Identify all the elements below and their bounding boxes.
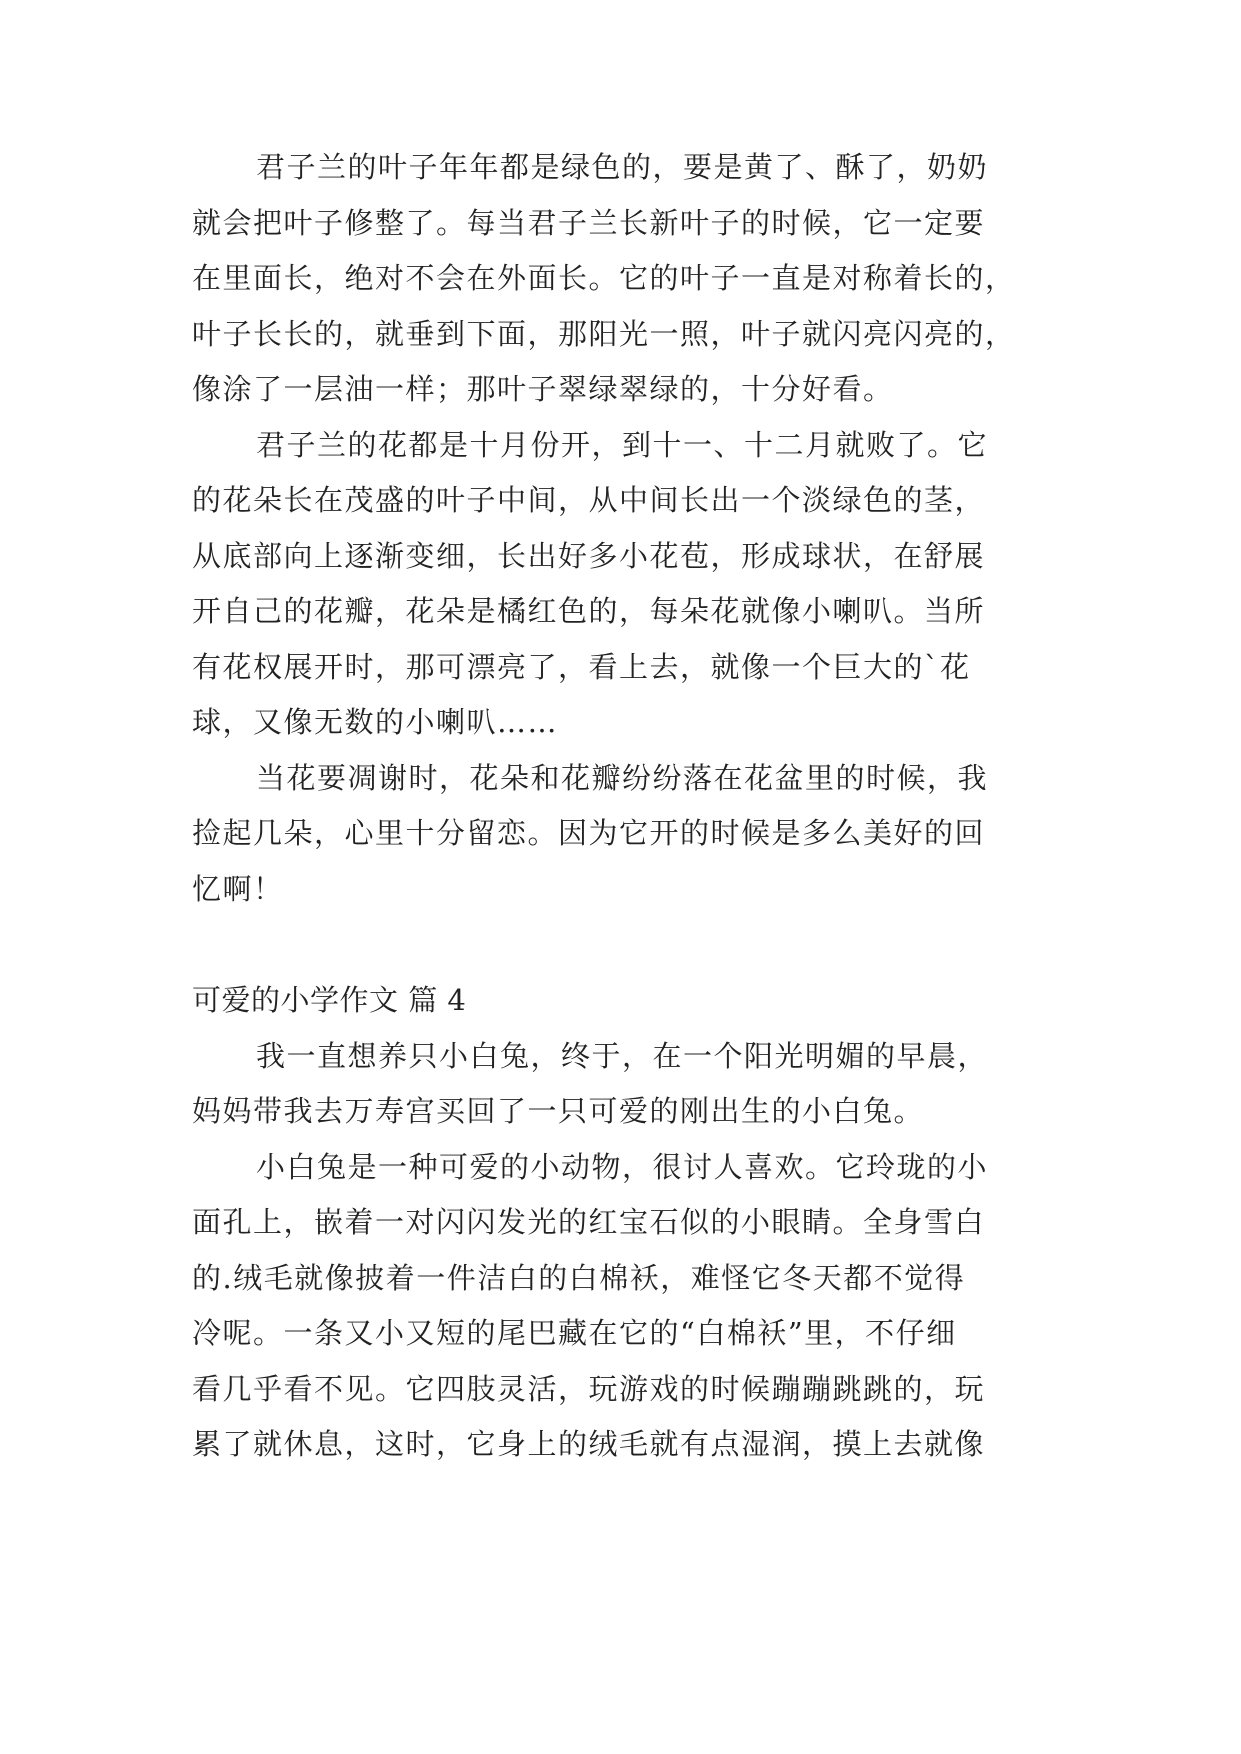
paragraph-line: 就会把叶子修整了。每当君子兰长新叶子的时候，它一定要	[192, 206, 986, 240]
paragraph-line: 在里面长，绝对不会在外面长。它的叶子一直是对称着长的，	[192, 261, 1016, 295]
paragraph-line: 冷呢。一条又小又短的尾巴藏在它的“白棉袄”里，不仔细	[192, 1316, 957, 1350]
section-heading: 可爱的小学作文 篇 4	[192, 983, 467, 1017]
paragraph-line: 看几乎看不见。它四肢灵活，玩游戏的时候蹦蹦跳跳的，玩	[192, 1372, 986, 1406]
paragraph-line: 叶子长长的，就垂到下面，那阳光一照，叶子就闪亮闪亮的，	[192, 317, 1016, 351]
paragraph-line: 我一直想养只小白兔，终于，在一个阳光明媚的早晨，	[256, 1039, 989, 1073]
paragraph-line: 开自己的花瓣，花朵是橘红色的，每朵花就像小喇叭。当所	[192, 594, 986, 628]
paragraph-line: 球，又像无数的小喇叭……	[192, 705, 559, 739]
paragraph-line: 君子兰的叶子年年都是绿色的，要是黄了、酥了，奶奶	[256, 150, 989, 184]
paragraph-line: 像涂了一层油一样；那叶子翠绿翠绿的，十分好看。	[192, 372, 894, 406]
paragraph-line: 当花要凋谢时，花朵和花瓣纷纷落在花盆里的时候，我	[256, 761, 989, 795]
paragraph-line: 面孔上，嵌着一对闪闪发光的红宝石似的小眼睛。全身雪白	[192, 1205, 986, 1239]
paragraph-line: 小白兔是一种可爱的小动物，很讨人喜欢。它玲珑的小	[256, 1150, 989, 1184]
paragraph-line: 从底部向上逐渐变细，长出好多小花苞，形成球状，在舒展	[192, 539, 986, 573]
paragraph-line: 有花权展开时，那可漂亮了，看上去，就像一个巨大的`花	[192, 650, 971, 684]
paragraph-line: 忆啊！	[192, 872, 284, 906]
paragraph-line: 妈妈带我去万寿宫买回了一只可爱的刚出生的小白兔。	[192, 1094, 925, 1128]
paragraph-line: 君子兰的花都是十月份开，到十一、十二月就败了。它	[256, 428, 989, 462]
paragraph-line: 捡起几朵，心里十分留恋。因为它开的时候是多么美好的回	[192, 816, 986, 850]
paragraph-line: 的花朵长在茂盛的叶子中间，从中间长出一个淡绿色的茎，	[192, 483, 986, 517]
paragraph-line: 累了就休息，这时，它身上的绒毛就有点湿润，摸上去就像	[192, 1427, 986, 1461]
paragraph-line: 的.绒毛就像披着一件洁白的白棉袄，难怪它冬天都不觉得	[192, 1261, 966, 1295]
